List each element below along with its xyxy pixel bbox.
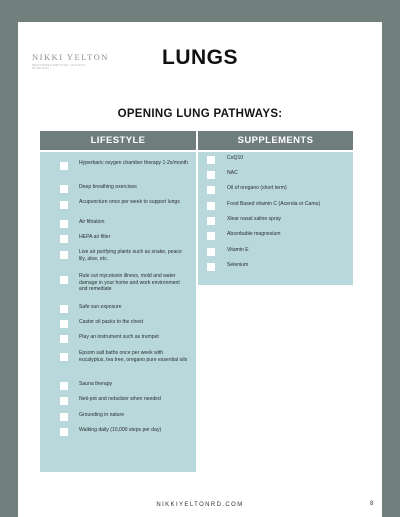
checkbox[interactable] xyxy=(60,413,68,421)
checkbox[interactable] xyxy=(207,232,215,240)
lifestyle-header: LIFESTYLE xyxy=(40,131,196,150)
lifestyle-item-label: Walking daily (10,000 steps per day) xyxy=(79,427,162,433)
checkbox[interactable] xyxy=(207,171,215,179)
lifestyle-item-label: Grounding in nature xyxy=(79,412,125,418)
page-number: 8 xyxy=(370,501,374,507)
checkbox[interactable] xyxy=(60,185,68,193)
lifestyle-item-label: Live air purifying plants such as snake, peace lily, aloe, etc. xyxy=(79,249,182,262)
checkbox[interactable] xyxy=(60,276,68,284)
checkbox[interactable] xyxy=(207,156,215,164)
lifestyle-item-label: Air filtration xyxy=(79,219,105,225)
lifestyle-item-label: Sauna therapy xyxy=(79,381,113,387)
footer-website: NIKKIYELTONRD.COM xyxy=(156,502,244,508)
checkbox[interactable] xyxy=(60,397,68,405)
supplements-item-label: NAC xyxy=(227,170,238,176)
lifestyle-item-label: Deep breathing exercises xyxy=(79,184,137,190)
supplements-item-label: Absorbable magnesium xyxy=(227,231,281,237)
checkbox[interactable] xyxy=(207,186,215,194)
checkbox[interactable] xyxy=(60,353,68,361)
supplements-item-label: CoQ10 xyxy=(227,155,244,161)
lifestyle-item-label: Neti-pot and nebulizer when needed xyxy=(79,396,161,402)
lifestyle-item-label: Rule out mycotoxin illness, mold and water damage in your home and work environment and remediate xyxy=(79,273,180,293)
lifestyle-item-label: Play an instrument such as trumpet xyxy=(79,334,159,340)
supplements-item-label: Food Based vitamin C (Acerola or Camu) xyxy=(227,201,321,207)
checkbox[interactable] xyxy=(60,251,68,259)
supplements-item-label: Oil of oregano (short term) xyxy=(227,185,287,191)
supplements-header: SUPPLEMENTS xyxy=(198,131,353,150)
checkbox[interactable] xyxy=(60,335,68,343)
lifestyle-item-label: Epsom salt baths once per week with eucalyptus, tea tree, oregano pure essential oils xyxy=(79,350,188,363)
supplements-item-label: Xlear nasal saline spray xyxy=(227,216,282,222)
lifestyle-item-label: HEPA air filter xyxy=(79,234,111,240)
document-page xyxy=(18,22,382,517)
checkbox[interactable] xyxy=(60,201,68,209)
checkbox[interactable] xyxy=(207,217,215,225)
page-title: LUNGS xyxy=(162,46,238,69)
checkbox[interactable] xyxy=(60,305,68,313)
supplements-panel xyxy=(198,152,353,285)
checkbox[interactable] xyxy=(60,220,68,228)
supplements-item-label: Vitamin E xyxy=(227,247,249,253)
lifestyle-item-label: Acupuncture once per week to support lungs xyxy=(79,199,180,205)
lifestyle-item-label: Safe sun exposure xyxy=(79,304,122,310)
checkbox[interactable] xyxy=(60,382,68,390)
lifestyle-item-label: Castor oil packs to the chest xyxy=(79,319,143,325)
logo-name: NIKKI YELTON xyxy=(32,52,109,62)
section-subtitle: OPENING LUNG PATHWAYS: xyxy=(117,108,283,120)
lifestyle-item-label: Hyperbaric oxygen chamber therapy 1-2x/month xyxy=(79,160,189,166)
checkbox[interactable] xyxy=(60,428,68,436)
supplements-item-label: Selenium xyxy=(227,262,249,268)
checkbox[interactable] xyxy=(207,248,215,256)
checkbox[interactable] xyxy=(207,202,215,210)
lifestyle-panel xyxy=(40,152,196,472)
checkbox[interactable] xyxy=(60,162,68,170)
logo-tagline: REGISTERED DIETITIAN • HOLISTIC NUTRITION xyxy=(32,64,86,71)
checkbox[interactable] xyxy=(60,235,68,243)
checkbox[interactable] xyxy=(60,320,68,328)
checkbox[interactable] xyxy=(207,263,215,271)
